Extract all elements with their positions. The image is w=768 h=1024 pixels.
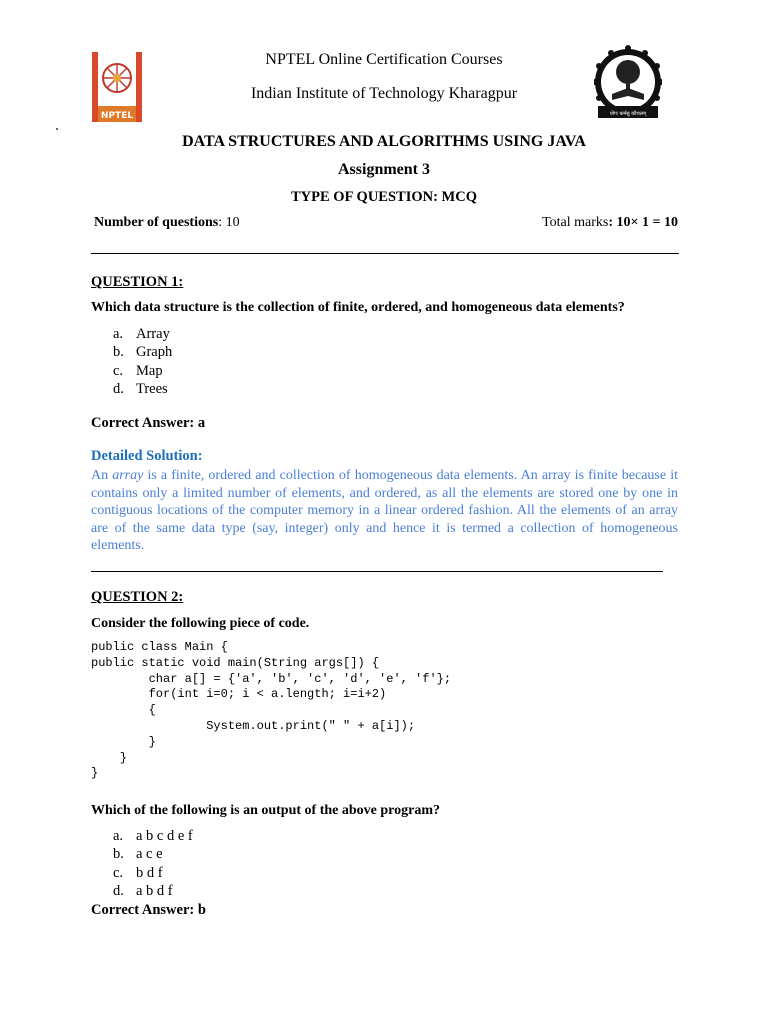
code-block: public class Main { public static void main(String args[]) { char a[] = {'a', 'b', 'c', 'd', 'e', 'f'}; for(int i=0; i < a.length; i=i+2) { System.out.print(" " + a[i]); } } } [91, 640, 452, 781]
total-marks: Total marks: 10× 1 = 10 [542, 215, 678, 230]
course-title: DATA STRUCTURES AND ALGORITHMS USING JAVA [182, 133, 586, 150]
question-1-options [91, 325, 172, 398]
option: d. a b d f [113, 882, 173, 899]
option: c. Map [113, 362, 163, 379]
question-2-answer: Correct Answer: b [91, 902, 206, 918]
solution-text: An array is a finite, ordered and collection of homogeneous data elements. An array is finite because it contains only a limited number of elements, and ordered, as all the elements are stored one by one in contiguous locations of the computer memory in a linear ordered fashion. All the elements of an array are of the same data type (say, integer) only and hence it is termed a collection of homogeneous elements. [91, 468, 678, 554]
svg-text:NPTEL: NPTEL [100, 111, 134, 121]
question-2-heading: QUESTION 2: [91, 589, 184, 605]
question-type: TYPE OF QUESTION: MCQ [291, 189, 477, 205]
stray-dot [56, 128, 58, 130]
assignment-title: Assignment 3 [337, 161, 430, 178]
option: b. Graph [113, 344, 173, 361]
question-1-text: Which data structure is the collection of finite, ordered, and homogeneous data elements? [91, 300, 625, 315]
question-2-options [91, 827, 193, 900]
option: c. b d f [113, 864, 163, 881]
header-line-2: Indian Institute of Technology Kharagpur [250, 85, 518, 102]
divider [91, 253, 679, 254]
option: a. a b c d e f [113, 828, 193, 844]
option: b. a c e [113, 846, 163, 863]
number-of-questions: Number of questions: 10 [94, 215, 240, 230]
header-line-1: NPTEL Online Certification Courses [265, 51, 503, 68]
svg-text:योगः कर्मसु कौशलम्: योगः कर्मसु कौशलम् [609, 111, 647, 117]
question-2-text: Consider the following piece of code. [91, 616, 310, 631]
question-2-prompt: Which of the following is an output of the above program? [91, 803, 440, 818]
option: a. Array [113, 326, 170, 342]
question-1-answer: Correct Answer: a [91, 415, 206, 431]
solution-heading: Detailed Solution: [91, 448, 203, 464]
question-1-heading: QUESTION 1: [91, 274, 184, 290]
divider [91, 571, 663, 572]
option: d. Trees [113, 380, 168, 397]
